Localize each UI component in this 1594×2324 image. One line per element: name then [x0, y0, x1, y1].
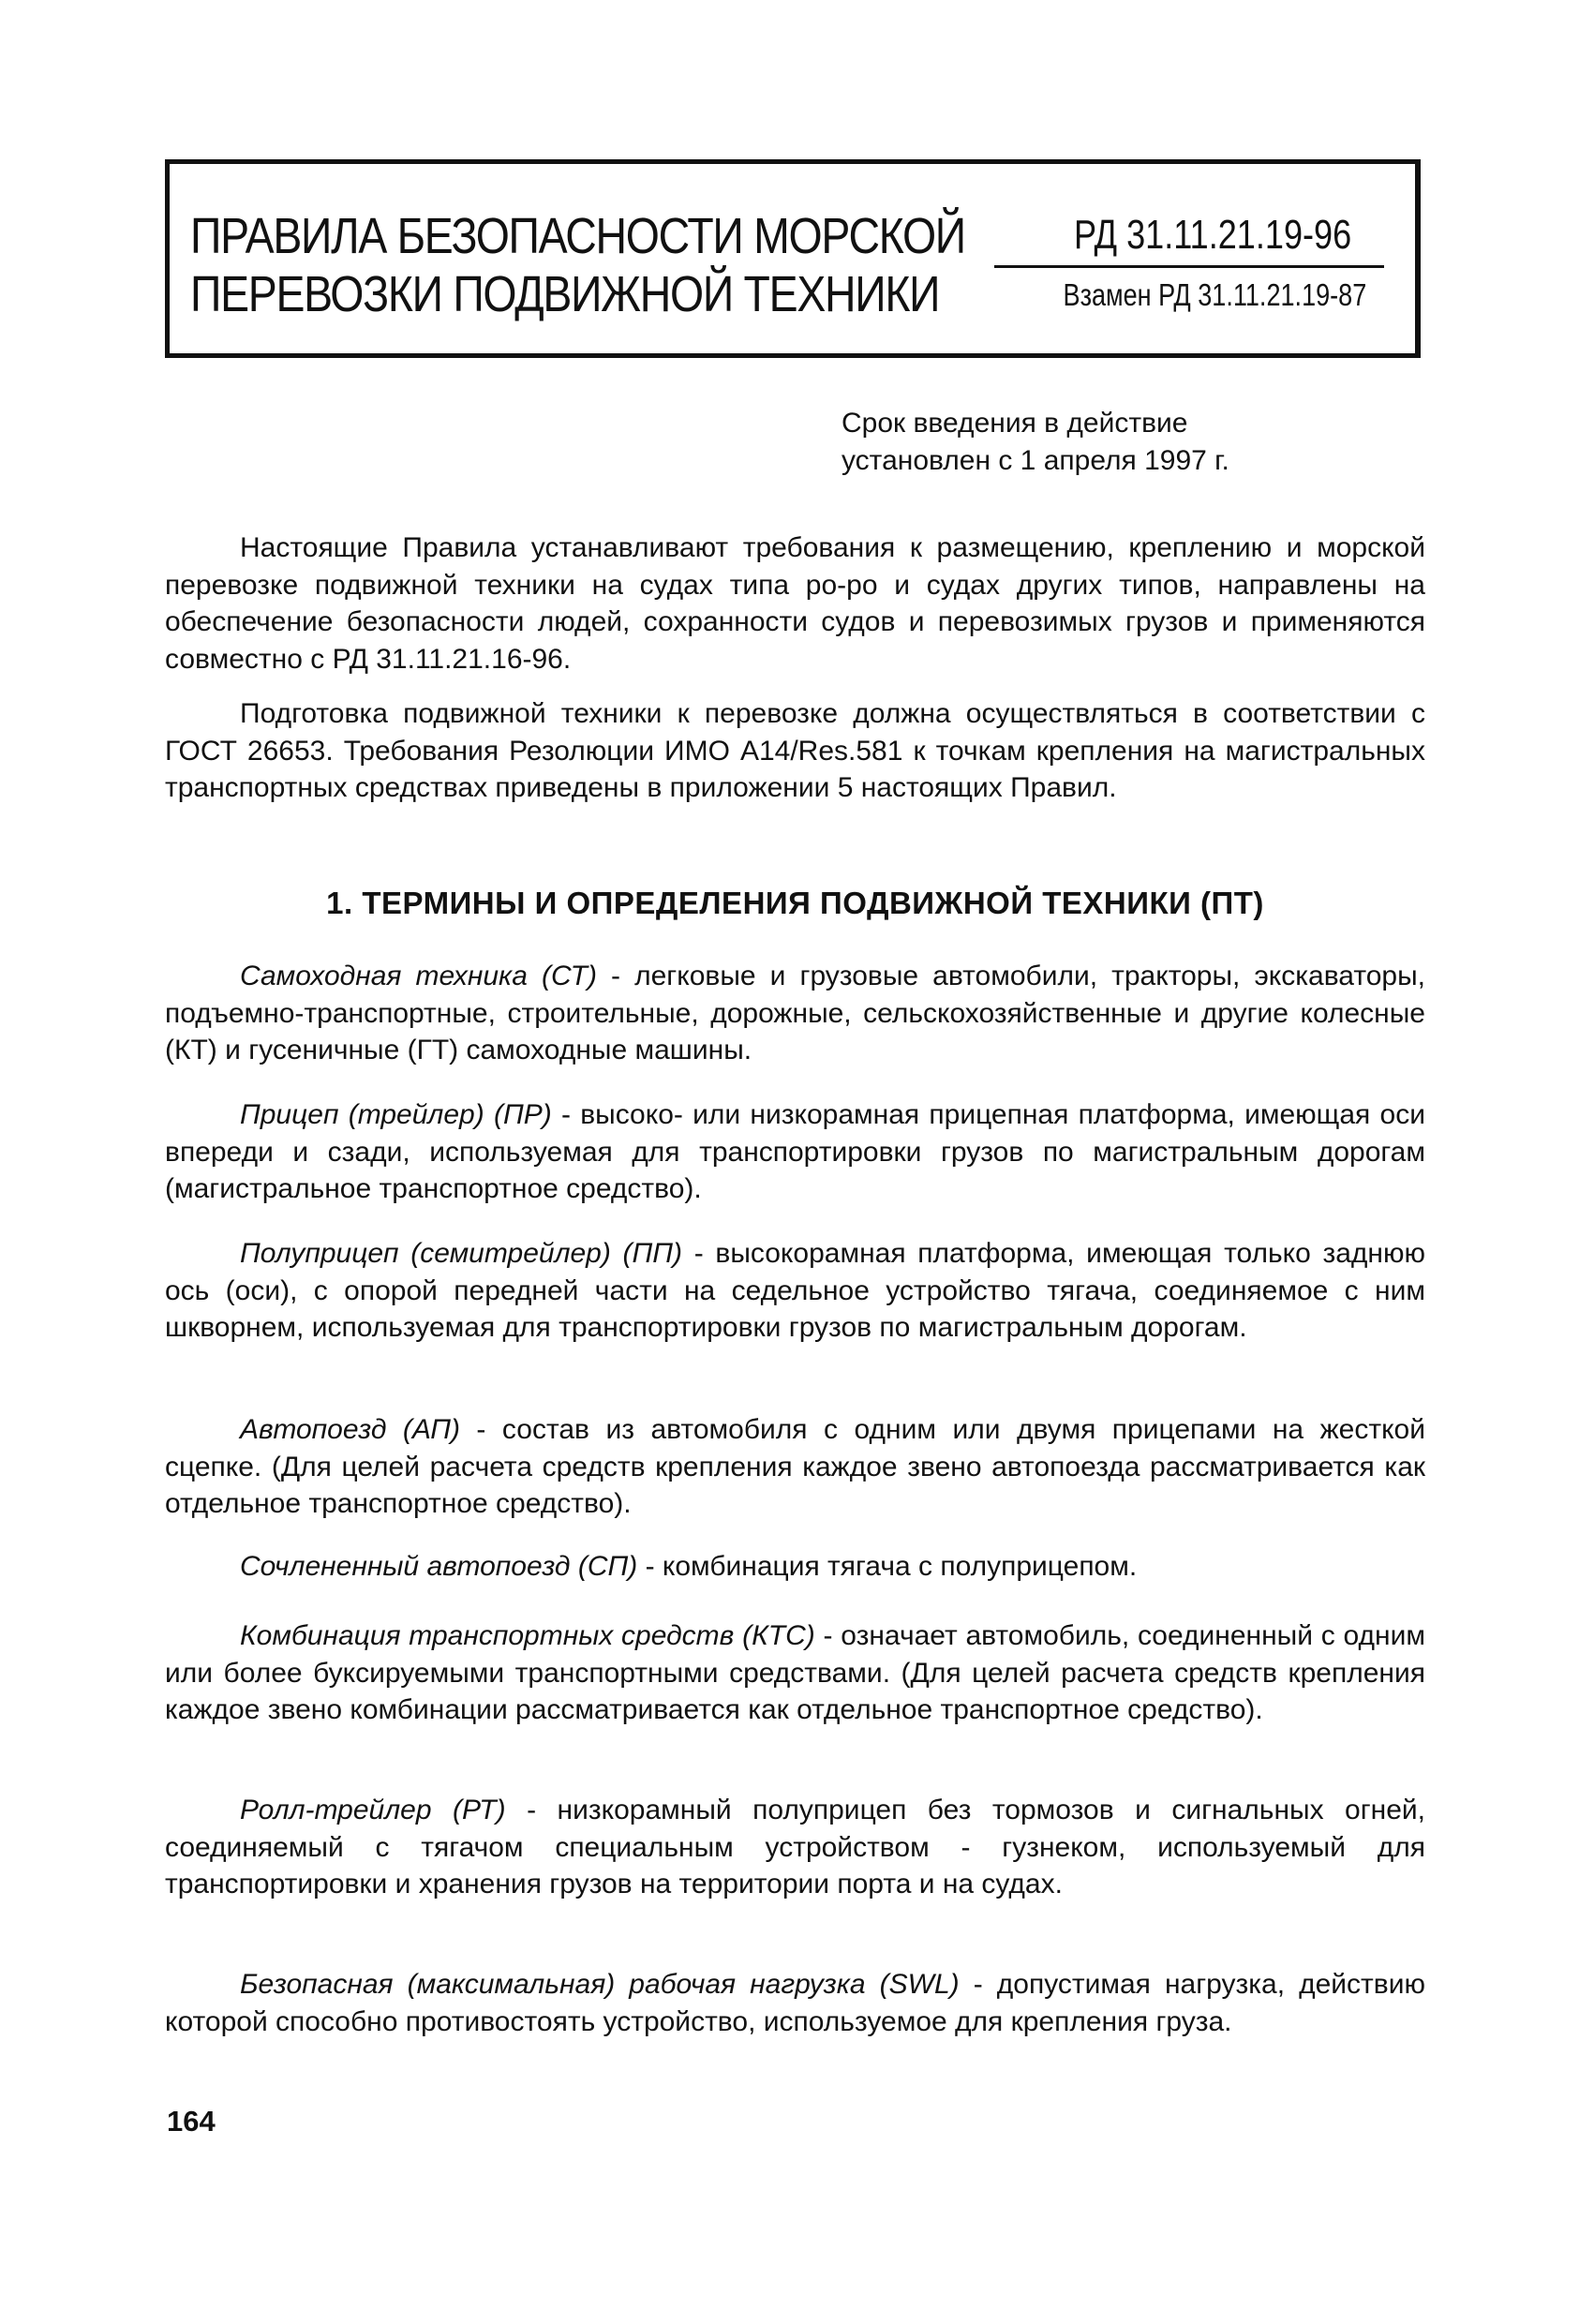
definition-text: - состав из автомобиля с одним или двумя прицепами на жесткой сцепке. (Для целей расчета средств крепления каждое звено автопоезда рассматривается как отдельное транспортное средство).	[165, 1414, 1425, 1519]
effective-line-2: установлен с 1 апреля 1997 г.	[842, 445, 1229, 476]
definition-term: Прицеп (трейлер) (ПР)	[240, 1099, 552, 1130]
intro-paragraph-2	[165, 695, 1425, 807]
definition-text: - высокорамная платформа, имеющая только заднюю ось (оси), с опорой передней части на седельное устройство тягача, соединяемое с ним шкворнем, используемая для транспортировки грузов по магистральным дорогам.	[165, 1238, 1425, 1343]
definition-item	[165, 1411, 1425, 1523]
intro-text-2: Подготовка подвижной техники к перевозке должна осуществляться в соответствии с ГОСТ 26653. Требования Резолюции ИМО А14/Res.581 к точкам крепления на магистральных транспортных средствах приведены в приложении 5 настоящих Правил.	[165, 698, 1425, 803]
title-line-1: ПРАВИЛА БЕЗОПАСНОСТИ МОРСКОЙ	[190, 208, 965, 264]
intro-text-1: Настоящие Правила устанавливают требования к размещению, креплению и морской перевозке подвижной техники на судах типа ро-ро и судах других типов, направлены на обеспечение безопасности людей, сохранности судов и перевозимых грузов и применяются совместно с РД 31.11.21.16-96.	[165, 532, 1425, 675]
definition-text: - допустимая нагрузка, действию которой способно противостоять устройство, используемое для крепления груза.	[165, 1969, 1425, 2037]
definition-item	[165, 1235, 1425, 1347]
document-code-block	[994, 211, 1384, 315]
definition-term: Полуприцеп (семитрейлер) (ПП)	[240, 1238, 683, 1269]
section-heading: 1. ТЕРМИНЫ И ОПРЕДЕЛЕНИЯ ПОДВИЖНОЙ ТЕХНИКИ (ПТ)	[326, 886, 1264, 920]
definition-text: - легковые и грузовые автомобили, тракторы, экскаваторы, подъемно-транспортные, строительные, дорожные, сельскохозяйственные и другие колесные (КТ) и гусеничные (ГТ) самоходные машины.	[165, 961, 1425, 1065]
definition-item	[165, 958, 1425, 1069]
definition-text: - низкорамный полуприцеп без тормозов и сигнальных огней, соединяемый с тягачом специальным устройством - гузнеком, используемый для транспортировки и хранения грузов на территории порта и на судах.	[165, 1795, 1425, 1899]
page-number: 164	[167, 2105, 216, 2138]
definition-item	[165, 1548, 1425, 1586]
document-title	[190, 207, 965, 323]
definition-term: Комбинация транспортных средств (КТС)	[240, 1620, 815, 1651]
definition-term: Автопоезд (АП)	[240, 1414, 460, 1445]
definition-term: Безопасная (максимальная) рабочая нагрузка (SWL)	[240, 1969, 960, 2000]
title-line-2: ПЕРЕВОЗКИ ПОДВИЖНОЙ ТЕХНИКИ	[190, 266, 940, 322]
replaces-note: Взамен РД 31.11.21.19-87	[1063, 277, 1367, 312]
definition-text: - высоко- или низкорамная прицепная платформа, имеющая оси впереди и сзади, используемая для транспортировки грузов по магистральным дорогам (магистральное транспортное средство).	[165, 1099, 1425, 1204]
definition-term: Сочлененный автопоезд (СП)	[240, 1551, 638, 1582]
header-divider	[994, 265, 1384, 268]
intro-paragraph-1	[165, 529, 1425, 678]
header-box	[165, 159, 1421, 358]
definition-term: Ролл-трейлер (РТ)	[240, 1795, 506, 1825]
document-code: РД 31.11.21.19-96	[1074, 212, 1352, 258]
definition-item	[165, 1617, 1425, 1729]
definition-item	[165, 1096, 1425, 1208]
definition-item	[165, 1792, 1425, 1903]
definition-item	[165, 1966, 1425, 2040]
definition-term: Самоходная техника (СТ)	[240, 961, 597, 991]
effective-date	[842, 405, 1366, 480]
effective-line-1: Срок введения в действие	[842, 408, 1188, 439]
definition-text: - означает автомобиль, соединенный с одним или более буксируемыми транспортными средствами. (Для целей расчета средств крепления каждое звено комбинации рассматривается как отдельное транспортное средство).	[165, 1620, 1425, 1725]
definition-text: - комбинация тягача с полуприцепом.	[637, 1551, 1138, 1582]
